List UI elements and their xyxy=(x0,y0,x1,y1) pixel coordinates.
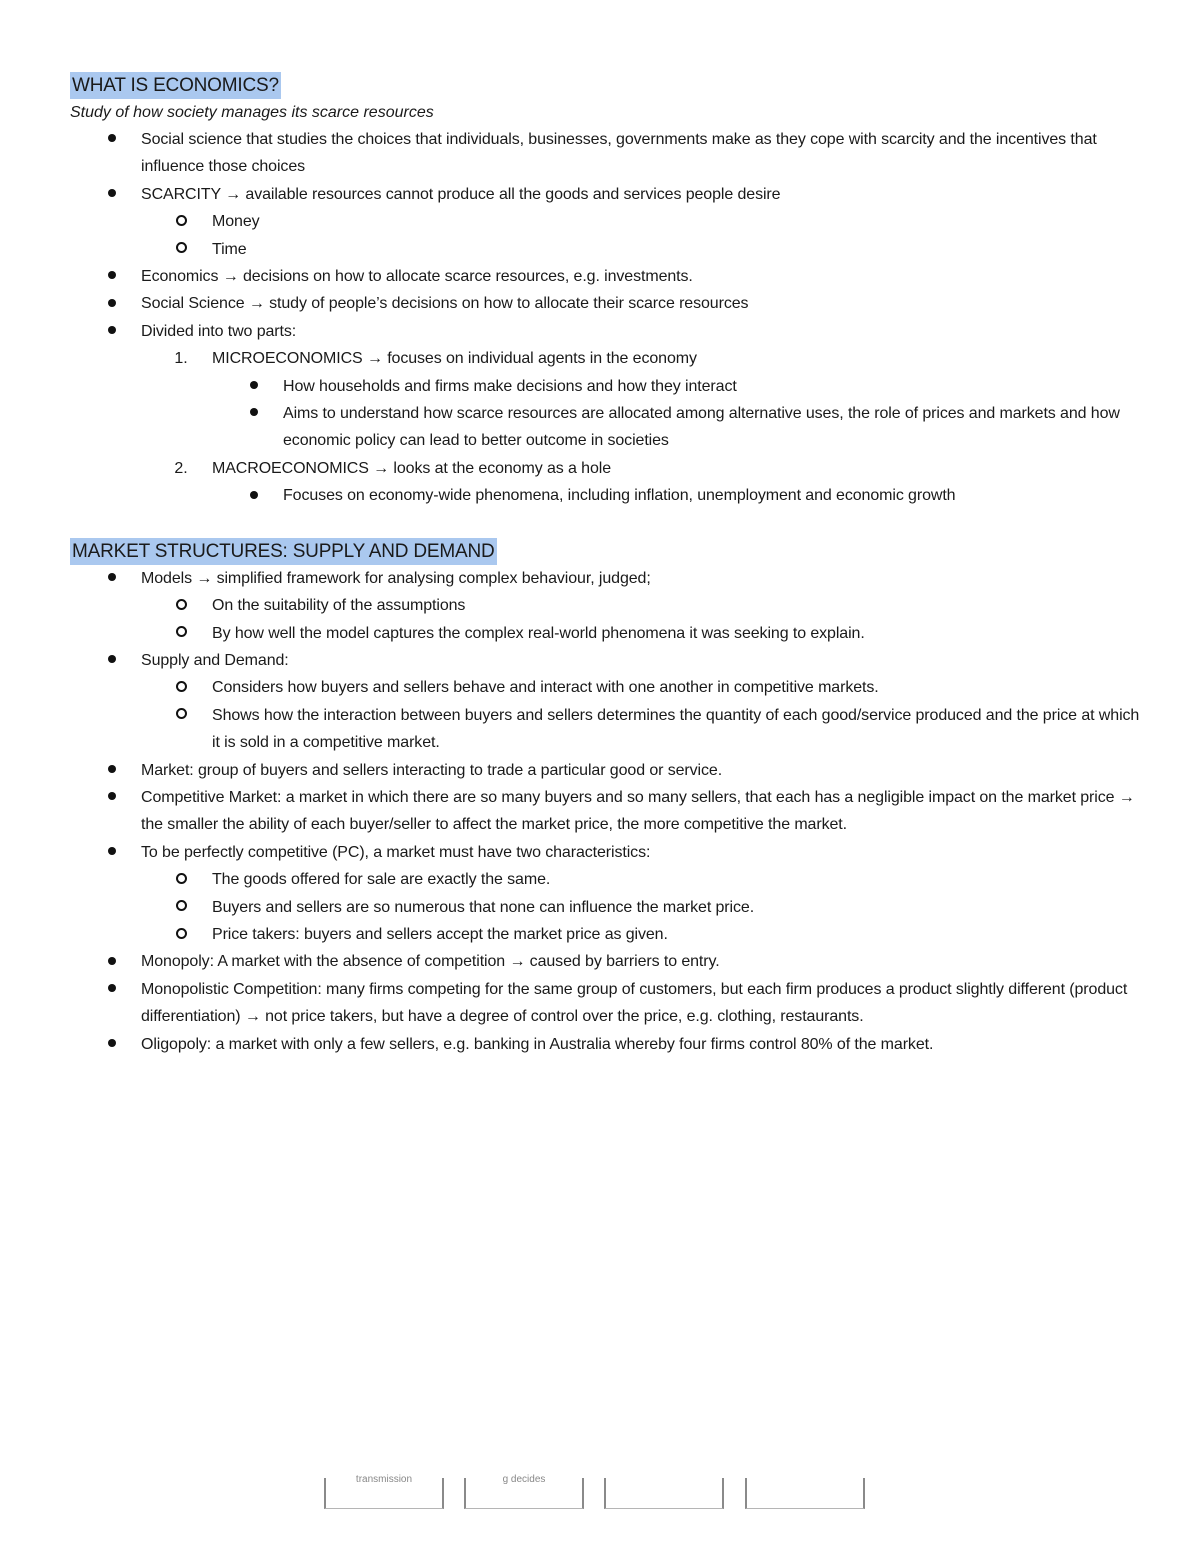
bullet-dot-icon xyxy=(102,976,122,1003)
bullet-dot-icon xyxy=(102,181,122,208)
section-heading-economics: WHAT IS ECONOMICS? xyxy=(70,72,281,99)
list-item: By how well the model captures the complex real-world phenomena it was seeking to explain. xyxy=(70,620,1140,647)
footer-table-fragment xyxy=(324,1474,869,1510)
bullet-dot-icon xyxy=(102,839,122,866)
list-item: Economics → decisions on how to allocate scarce resources, e.g. investments. xyxy=(70,263,1140,290)
bullet-dot-icon xyxy=(102,126,122,153)
list-item: SCARCITY → available resources cannot produce all the goods and services people desire xyxy=(70,181,1140,208)
bullet-dot-icon xyxy=(102,290,122,317)
list-item: Money xyxy=(70,208,1140,235)
bullet-dot-icon xyxy=(102,318,122,345)
list-item: Monopolistic Competition: many firms competing for the same group of customers, but each firm produces a product slightly different (product differentiation) → not price takers, but have a degree of control over the price, e.g. clothing, restaurants. xyxy=(70,976,1140,1031)
list-number: 1. xyxy=(174,350,188,368)
bullet-dot-icon xyxy=(102,647,122,674)
bullet-dot-icon xyxy=(244,400,264,427)
bullet-dot-icon xyxy=(102,565,122,592)
bullet-circle-icon xyxy=(171,236,191,263)
bullet-circle-icon xyxy=(171,620,191,647)
list-item: How households and firms make decisions and how they interact xyxy=(70,373,1140,400)
section-subtitle: Study of how society manages its scarce resources xyxy=(70,104,434,121)
bullet-dot-icon xyxy=(102,263,122,290)
list-item: On the suitability of the assumptions xyxy=(70,592,1140,619)
bullet-circle-icon xyxy=(171,702,191,729)
list-item: Market: group of buyers and sellers interacting to trade a particular good or service. xyxy=(70,757,1140,784)
bullet-circle-icon xyxy=(171,921,191,948)
list-item: 2. MACROECONOMICS → looks at the economy as a hole xyxy=(70,455,1140,482)
bullet-dot-icon xyxy=(102,757,122,784)
list-item: Oligopoly: a market with only a few sellers, e.g. banking in Australia whereby four firms control 80% of the market. xyxy=(70,1031,1140,1058)
list-item: Price takers: buyers and sellers accept the market price as given. xyxy=(70,921,1140,948)
list-item: Focuses on economy-wide phenomena, including inflation, unemployment and economic growth xyxy=(70,482,1140,509)
list-item: Time xyxy=(70,236,1140,263)
list-item: The goods offered for sale are exactly the same. xyxy=(70,866,1140,893)
bullet-dot-icon xyxy=(244,373,264,400)
list-number: 2. xyxy=(174,459,188,477)
footer-cell xyxy=(604,1478,724,1509)
list-item: To be perfectly competitive (PC), a market must have two characteristics: xyxy=(70,839,1140,866)
bullet-dot-icon xyxy=(244,482,264,509)
list-item: Buyers and sellers are so numerous that none can influence the market price. xyxy=(70,894,1140,921)
list-item: Aims to understand how scarce resources are allocated among alternative uses, the role of prices and markets and how economic policy can lead to better outcome in societies xyxy=(70,400,1140,455)
list-item: Divided into two parts: xyxy=(70,318,1140,345)
bullet-circle-icon xyxy=(171,674,191,701)
list-item: Models → simplified framework for analysing complex behaviour, judged; xyxy=(70,565,1140,592)
market-structures-list xyxy=(70,565,1140,1058)
list-item: Monopoly: A market with the absence of competition → caused by barriers to entry. xyxy=(70,948,1140,975)
bullet-circle-icon xyxy=(171,208,191,235)
section-heading-market-structures: MARKET STRUCTURES: SUPPLY AND DEMAND xyxy=(70,538,497,565)
section-gap xyxy=(70,510,1140,538)
bullet-dot-icon xyxy=(102,784,122,811)
list-item: Supply and Demand: xyxy=(70,647,1140,674)
bullet-circle-icon xyxy=(171,866,191,893)
list-item: Shows how the interaction between buyers and sellers determines the quantity of each good/service produced and the price at which it is sold in a competitive market. xyxy=(70,702,1140,757)
bullet-circle-icon xyxy=(171,592,191,619)
bullet-circle-icon xyxy=(171,894,191,921)
list-item: Social science that studies the choices that individuals, businesses, governments make as they cope with scarcity and the incentives that influence those choices xyxy=(70,126,1140,181)
bullet-dot-icon xyxy=(102,948,122,975)
footer-cell: transmission xyxy=(324,1478,444,1509)
list-item: Competitive Market: a market in which there are so many buyers and so many sellers, that each has a negligible impact on the market price → the smaller the ability of each buyer/seller to affect the market price, the more competitive the market. xyxy=(70,784,1140,839)
list-item: Considers how buyers and sellers behave and interact with one another in competitive markets. xyxy=(70,674,1140,701)
list-item: Social Science → study of people’s decisions on how to allocate their scarce resources xyxy=(70,290,1140,317)
footer-cell xyxy=(745,1478,865,1509)
document-page xyxy=(70,72,1140,1058)
list-item: 1. MICROECONOMICS → focuses on individual agents in the economy xyxy=(70,345,1140,372)
footer-cell: g decides xyxy=(464,1478,584,1509)
bullet-dot-icon xyxy=(102,1031,122,1058)
economics-list xyxy=(70,126,1140,510)
